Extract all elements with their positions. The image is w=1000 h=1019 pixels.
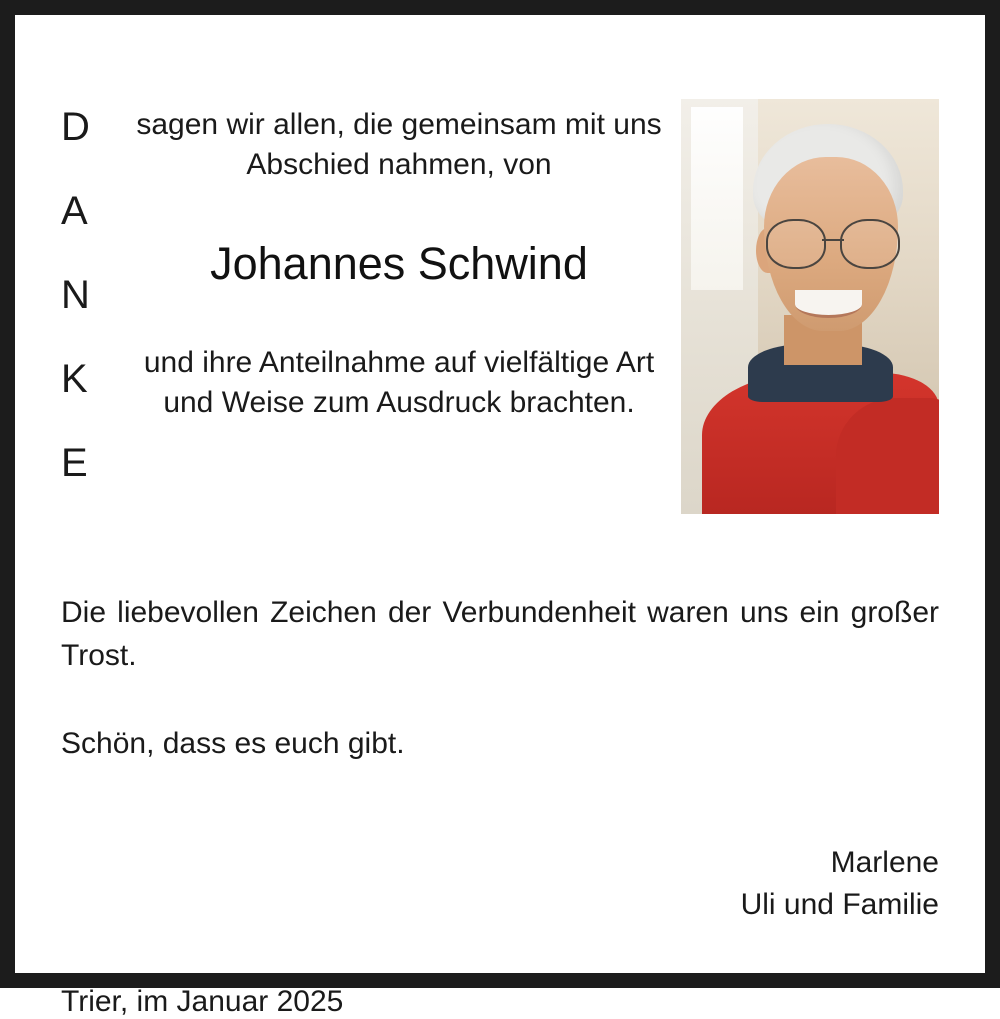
body-text: [61, 592, 939, 766]
photo-lens-right: [840, 219, 900, 269]
acrostic-letter-1: D: [61, 105, 91, 149]
center-text-column: [123, 55, 681, 423]
photo-glasses-bridge: [822, 239, 843, 241]
acrostic-letter-5: E: [61, 441, 89, 485]
place-and-date: Trier, im Januar 2025: [61, 984, 344, 1018]
closing-text: und ihre Anteilnahme auf vielfältige Art und Weise zum Ausdruck brachten.: [143, 345, 655, 419]
signature-line-2: Uli und Familie: [740, 888, 939, 922]
header-row: [61, 55, 939, 514]
obituary-content: [15, 15, 985, 1018]
portrait-photo: [681, 99, 939, 514]
portrait-column: [681, 55, 939, 514]
intro-text: sagen wir allen, die gemeinsam mit uns Abschied nahmen, von: [136, 108, 662, 181]
glasses-icon: [766, 219, 900, 265]
acrostic-danke: [61, 55, 123, 483]
acrostic-letter-4: K: [61, 357, 89, 401]
obituary-card: [12, 12, 988, 1018]
photo-window-highlight: [691, 107, 743, 290]
signature-line-1: Marlene: [830, 845, 939, 879]
acrostic-letter-2: A: [61, 189, 89, 233]
signature-block: [61, 842, 939, 927]
photo-lens-left: [766, 219, 826, 269]
paragraph-closing: Schön, dass es euch gibt.: [61, 727, 405, 761]
paragraph-gratitude: Die liebevollen Zeichen der Verbundenheit waren uns ein großer Trost.: [61, 596, 939, 672]
photo-smile: [795, 290, 862, 318]
photo-shoulder: [836, 398, 939, 514]
acrostic-letter-3: N: [61, 273, 91, 317]
deceased-name: Johannes Schwind: [210, 237, 588, 289]
